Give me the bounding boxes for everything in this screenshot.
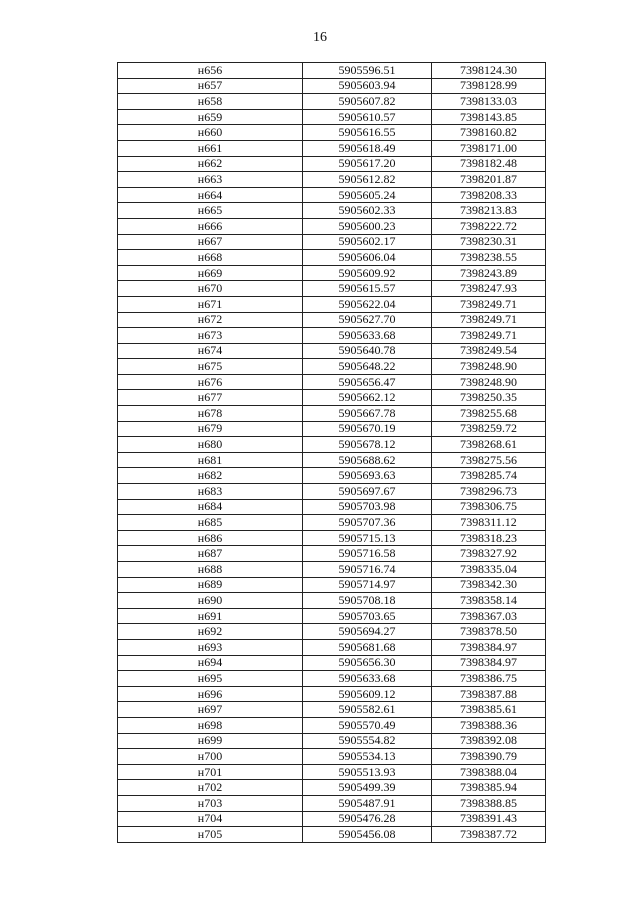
table-row	[118, 577, 546, 593]
point-id-cell: н668	[118, 250, 303, 266]
x-coordinate-cell: 5905648.22	[303, 359, 432, 375]
x-coordinate-cell: 5905570.49	[303, 717, 432, 733]
y-coordinate-cell: 7398171.00	[432, 140, 546, 156]
point-id-cell: н683	[118, 484, 303, 500]
point-id-cell: н661	[118, 140, 303, 156]
x-coordinate-cell: 5905603.94	[303, 78, 432, 94]
table-row	[118, 343, 546, 359]
y-coordinate-cell: 7398391.43	[432, 811, 546, 827]
point-id-cell: н667	[118, 234, 303, 250]
point-id-cell: н674	[118, 343, 303, 359]
point-id-cell: н701	[118, 764, 303, 780]
point-id-cell: н691	[118, 608, 303, 624]
y-coordinate-cell: 7398384.97	[432, 639, 546, 655]
x-coordinate-cell: 5905513.93	[303, 764, 432, 780]
point-id-cell: н695	[118, 671, 303, 687]
x-coordinate-cell: 5905609.92	[303, 265, 432, 281]
coordinates-table-body	[118, 63, 546, 843]
point-id-cell: н677	[118, 390, 303, 406]
y-coordinate-cell: 7398230.31	[432, 234, 546, 250]
y-coordinate-cell: 7398367.03	[432, 608, 546, 624]
x-coordinate-cell: 5905703.65	[303, 608, 432, 624]
point-id-cell: н700	[118, 749, 303, 765]
table-row	[118, 671, 546, 687]
table-row	[118, 593, 546, 609]
table-row	[118, 250, 546, 266]
x-coordinate-cell: 5905656.30	[303, 655, 432, 671]
point-id-cell: н682	[118, 468, 303, 484]
y-coordinate-cell: 7398335.04	[432, 562, 546, 578]
y-coordinate-cell: 7398327.92	[432, 546, 546, 562]
point-id-cell: н665	[118, 203, 303, 219]
x-coordinate-cell: 5905707.36	[303, 515, 432, 531]
point-id-cell: н664	[118, 187, 303, 203]
y-coordinate-cell: 7398390.79	[432, 749, 546, 765]
x-coordinate-cell: 5905678.12	[303, 437, 432, 453]
point-id-cell: н680	[118, 437, 303, 453]
point-id-cell: н699	[118, 733, 303, 749]
y-coordinate-cell: 7398133.03	[432, 94, 546, 110]
table-row	[118, 203, 546, 219]
point-id-cell: н656	[118, 63, 303, 79]
table-row	[118, 359, 546, 375]
point-id-cell: н679	[118, 421, 303, 437]
x-coordinate-cell: 5905554.82	[303, 733, 432, 749]
point-id-cell: н681	[118, 452, 303, 468]
table-row	[118, 234, 546, 250]
page-number: 16	[313, 30, 327, 45]
table-row	[118, 484, 546, 500]
table-row	[118, 374, 546, 390]
x-coordinate-cell: 5905688.62	[303, 452, 432, 468]
point-id-cell: н694	[118, 655, 303, 671]
y-coordinate-cell: 7398392.08	[432, 733, 546, 749]
x-coordinate-cell: 5905708.18	[303, 593, 432, 609]
point-id-cell: н666	[118, 218, 303, 234]
point-id-cell: н703	[118, 795, 303, 811]
y-coordinate-cell: 7398285.74	[432, 468, 546, 484]
x-coordinate-cell: 5905616.55	[303, 125, 432, 141]
point-id-cell: н693	[118, 639, 303, 655]
x-coordinate-cell: 5905716.74	[303, 562, 432, 578]
point-id-cell: н676	[118, 374, 303, 390]
table-row	[118, 499, 546, 515]
y-coordinate-cell: 7398388.36	[432, 717, 546, 733]
point-id-cell: н704	[118, 811, 303, 827]
table-row	[118, 780, 546, 796]
y-coordinate-cell: 7398311.12	[432, 515, 546, 531]
table-row	[118, 187, 546, 203]
x-coordinate-cell: 5905693.63	[303, 468, 432, 484]
table-row	[118, 94, 546, 110]
y-coordinate-cell: 7398247.93	[432, 281, 546, 297]
table-row	[118, 562, 546, 578]
y-coordinate-cell: 7398342.30	[432, 577, 546, 593]
table-row	[118, 109, 546, 125]
point-id-cell: н658	[118, 94, 303, 110]
x-coordinate-cell: 5905596.51	[303, 63, 432, 79]
point-id-cell: н697	[118, 702, 303, 718]
table-row	[118, 639, 546, 655]
x-coordinate-cell: 5905703.98	[303, 499, 432, 515]
point-id-cell: н692	[118, 624, 303, 640]
table-row	[118, 811, 546, 827]
table-row	[118, 140, 546, 156]
y-coordinate-cell: 7398248.90	[432, 359, 546, 375]
x-coordinate-cell: 5905622.04	[303, 296, 432, 312]
x-coordinate-cell: 5905602.17	[303, 234, 432, 250]
y-coordinate-cell: 7398296.73	[432, 484, 546, 500]
x-coordinate-cell: 5905582.61	[303, 702, 432, 718]
coordinates-table	[117, 62, 546, 843]
table-row	[118, 265, 546, 281]
y-coordinate-cell: 7398387.88	[432, 686, 546, 702]
x-coordinate-cell: 5905618.49	[303, 140, 432, 156]
y-coordinate-cell: 7398238.55	[432, 250, 546, 266]
table-row	[118, 390, 546, 406]
y-coordinate-cell: 7398249.71	[432, 312, 546, 328]
x-coordinate-cell: 5905694.27	[303, 624, 432, 640]
table-row	[118, 421, 546, 437]
table-row	[118, 312, 546, 328]
point-id-cell: н673	[118, 328, 303, 344]
point-id-cell: н702	[118, 780, 303, 796]
y-coordinate-cell: 7398248.90	[432, 374, 546, 390]
point-id-cell: н689	[118, 577, 303, 593]
point-id-cell: н662	[118, 156, 303, 172]
y-coordinate-cell: 7398255.68	[432, 406, 546, 422]
y-coordinate-cell: 7398213.83	[432, 203, 546, 219]
table-row	[118, 125, 546, 141]
table-row	[118, 733, 546, 749]
x-coordinate-cell: 5905633.68	[303, 328, 432, 344]
point-id-cell: н688	[118, 562, 303, 578]
y-coordinate-cell: 7398385.94	[432, 780, 546, 796]
x-coordinate-cell: 5905487.91	[303, 795, 432, 811]
table-row	[118, 702, 546, 718]
point-id-cell: н670	[118, 281, 303, 297]
point-id-cell: н678	[118, 406, 303, 422]
x-coordinate-cell: 5905602.33	[303, 203, 432, 219]
y-coordinate-cell: 7398259.72	[432, 421, 546, 437]
x-coordinate-cell: 5905627.70	[303, 312, 432, 328]
table-row	[118, 452, 546, 468]
y-coordinate-cell: 7398384.97	[432, 655, 546, 671]
x-coordinate-cell: 5905476.28	[303, 811, 432, 827]
table-row	[118, 624, 546, 640]
table-row	[118, 530, 546, 546]
y-coordinate-cell: 7398249.71	[432, 296, 546, 312]
table-row	[118, 764, 546, 780]
x-coordinate-cell: 5905499.39	[303, 780, 432, 796]
y-coordinate-cell: 7398208.33	[432, 187, 546, 203]
table-row	[118, 437, 546, 453]
x-coordinate-cell: 5905640.78	[303, 343, 432, 359]
table-row	[118, 172, 546, 188]
x-coordinate-cell: 5905610.57	[303, 109, 432, 125]
y-coordinate-cell: 7398387.72	[432, 827, 546, 843]
y-coordinate-cell: 7398128.99	[432, 78, 546, 94]
point-id-cell: н660	[118, 125, 303, 141]
x-coordinate-cell: 5905656.47	[303, 374, 432, 390]
table-row	[118, 328, 546, 344]
x-coordinate-cell: 5905662.12	[303, 390, 432, 406]
x-coordinate-cell: 5905605.24	[303, 187, 432, 203]
y-coordinate-cell: 7398385.61	[432, 702, 546, 718]
table-row	[118, 827, 546, 843]
y-coordinate-cell: 7398143.85	[432, 109, 546, 125]
y-coordinate-cell: 7398222.72	[432, 218, 546, 234]
table-row	[118, 78, 546, 94]
y-coordinate-cell: 7398201.87	[432, 172, 546, 188]
y-coordinate-cell: 7398243.89	[432, 265, 546, 281]
x-coordinate-cell: 5905609.12	[303, 686, 432, 702]
table-row	[118, 717, 546, 733]
x-coordinate-cell: 5905716.58	[303, 546, 432, 562]
x-coordinate-cell: 5905670.19	[303, 421, 432, 437]
x-coordinate-cell: 5905714.97	[303, 577, 432, 593]
x-coordinate-cell: 5905606.04	[303, 250, 432, 266]
x-coordinate-cell: 5905681.68	[303, 639, 432, 655]
y-coordinate-cell: 7398124.30	[432, 63, 546, 79]
table-row	[118, 406, 546, 422]
y-coordinate-cell: 7398306.75	[432, 499, 546, 515]
y-coordinate-cell: 7398388.04	[432, 764, 546, 780]
point-id-cell: н698	[118, 717, 303, 733]
table-row	[118, 515, 546, 531]
y-coordinate-cell: 7398268.61	[432, 437, 546, 453]
table-row	[118, 281, 546, 297]
table-row	[118, 468, 546, 484]
table-row	[118, 749, 546, 765]
y-coordinate-cell: 7398318.23	[432, 530, 546, 546]
point-id-cell: н672	[118, 312, 303, 328]
table-row	[118, 296, 546, 312]
x-coordinate-cell: 5905615.57	[303, 281, 432, 297]
point-id-cell: н696	[118, 686, 303, 702]
x-coordinate-cell: 5905617.20	[303, 156, 432, 172]
x-coordinate-cell: 5905612.82	[303, 172, 432, 188]
y-coordinate-cell: 7398250.35	[432, 390, 546, 406]
point-id-cell: н685	[118, 515, 303, 531]
y-coordinate-cell: 7398249.71	[432, 328, 546, 344]
y-coordinate-cell: 7398358.14	[432, 593, 546, 609]
x-coordinate-cell: 5905633.68	[303, 671, 432, 687]
x-coordinate-cell: 5905715.13	[303, 530, 432, 546]
y-coordinate-cell: 7398275.56	[432, 452, 546, 468]
table-row	[118, 218, 546, 234]
point-id-cell: н671	[118, 296, 303, 312]
y-coordinate-cell: 7398249.54	[432, 343, 546, 359]
point-id-cell: н687	[118, 546, 303, 562]
x-coordinate-cell: 5905607.82	[303, 94, 432, 110]
table-row	[118, 655, 546, 671]
y-coordinate-cell: 7398160.82	[432, 125, 546, 141]
table-row	[118, 795, 546, 811]
point-id-cell: н686	[118, 530, 303, 546]
x-coordinate-cell: 5905697.67	[303, 484, 432, 500]
y-coordinate-cell: 7398386.75	[432, 671, 546, 687]
table-row	[118, 156, 546, 172]
table-row	[118, 546, 546, 562]
point-id-cell: н675	[118, 359, 303, 375]
y-coordinate-cell: 7398378.50	[432, 624, 546, 640]
point-id-cell: н684	[118, 499, 303, 515]
x-coordinate-cell: 5905667.78	[303, 406, 432, 422]
y-coordinate-cell: 7398388.85	[432, 795, 546, 811]
x-coordinate-cell: 5905600.23	[303, 218, 432, 234]
point-id-cell: н659	[118, 109, 303, 125]
table-row	[118, 63, 546, 79]
table-row	[118, 686, 546, 702]
x-coordinate-cell: 5905534.13	[303, 749, 432, 765]
point-id-cell: н657	[118, 78, 303, 94]
point-id-cell: н669	[118, 265, 303, 281]
y-coordinate-cell: 7398182.48	[432, 156, 546, 172]
x-coordinate-cell: 5905456.08	[303, 827, 432, 843]
point-id-cell: н690	[118, 593, 303, 609]
point-id-cell: н663	[118, 172, 303, 188]
point-id-cell: н705	[118, 827, 303, 843]
table-row	[118, 608, 546, 624]
